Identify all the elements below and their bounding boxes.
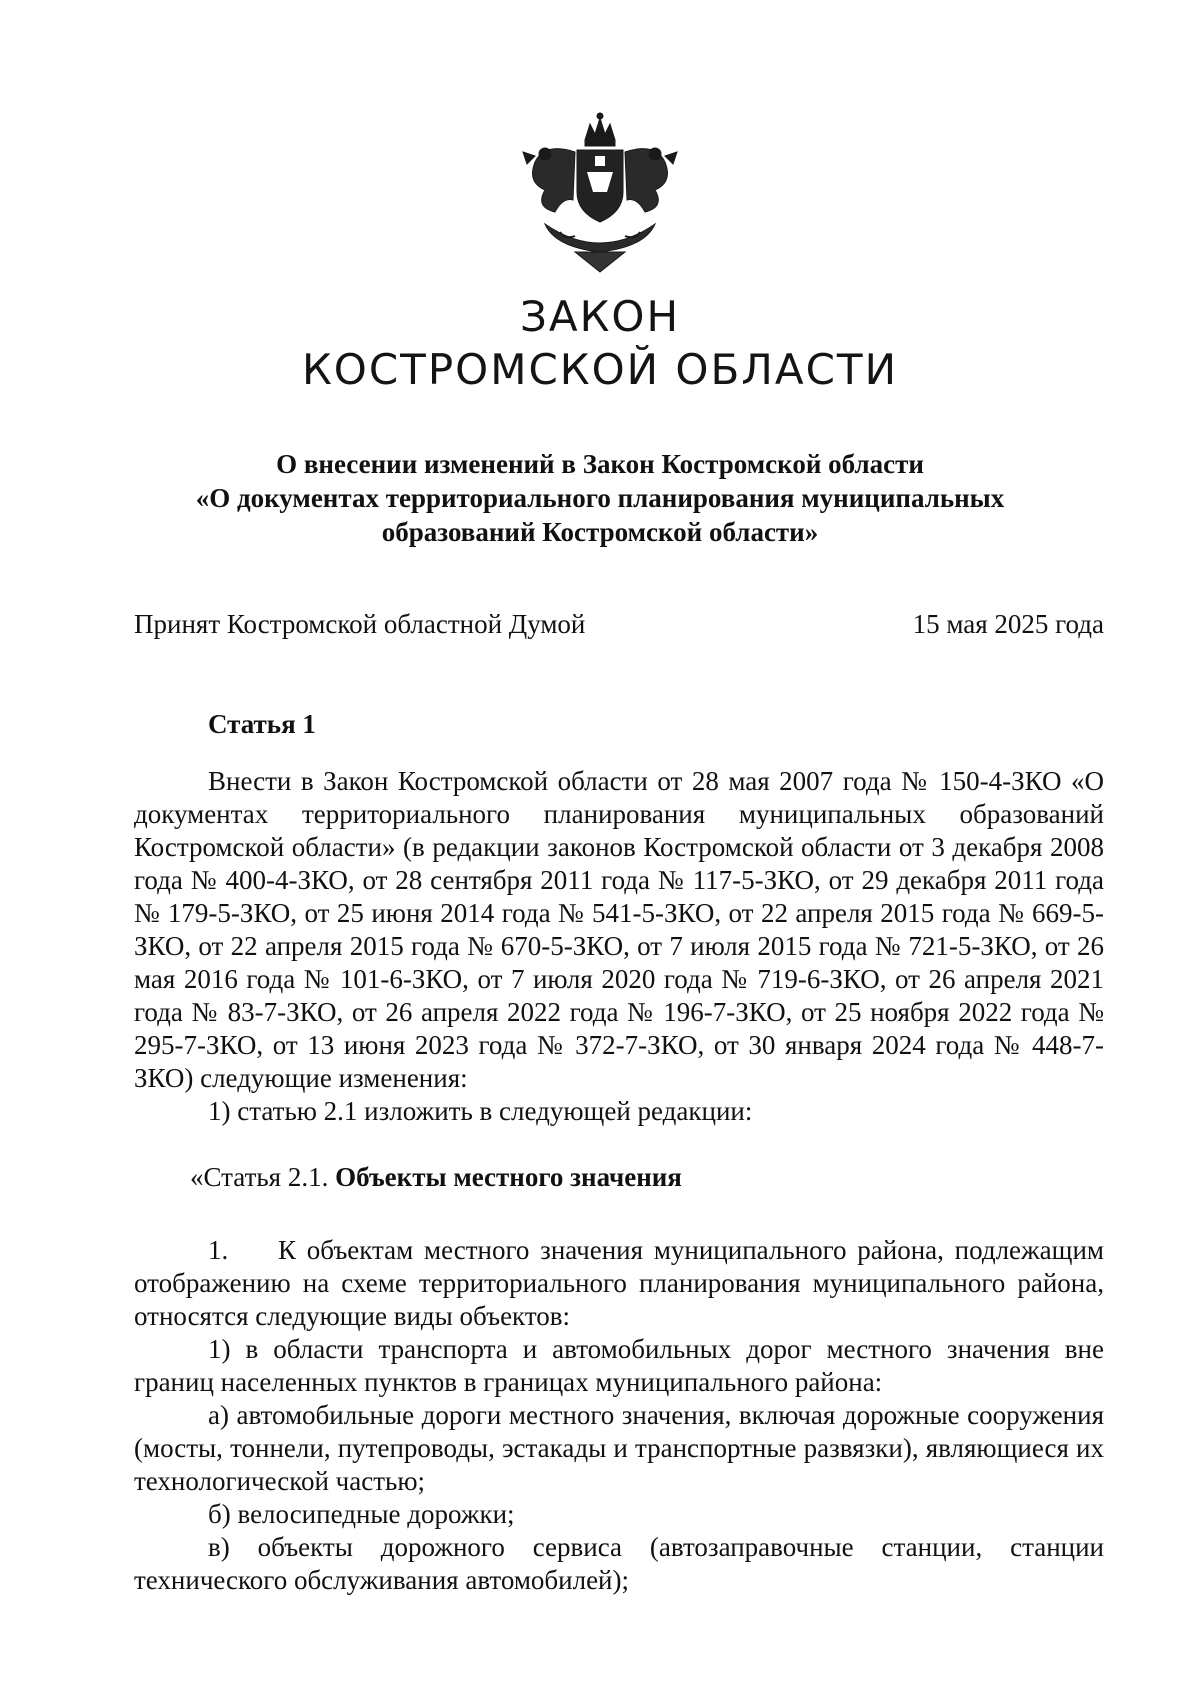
subitem-paragraph: а) автомобильные дороги местного значения, включая дорожные сооружения (мосты, тоннели, путепроводы, эстакады и транспортные развязки), являющиеся их технологической частью; [134,1400,1104,1496]
article-item: 1) статью 2.1 изложить в следующей редакции: [208,1096,753,1126]
subject-line: образований Костромской области» [381,517,819,547]
article-paragraph: Внести в Закон Костромской области от 28 мая 2007 года № 150-4-ЗКО «О документах территориального планирования муниципальных образований Костромской области» (в редакции законов Костромской области от 3 декабря 2008 года № 400-4-ЗКО, от 28 сентября 2011 года № 117-5-ЗКО, от 29 декабря 2011 года № 179-5-ЗКО, от 25 июня 2014 года № 541-5-ЗКО, от 22 апреля 2015 года № 669-5-ЗКО, от 22 апреля 2015 года № 670-5-ЗКО, от 7 июля 2015 года № 721-5-ЗКО, от 26 мая 2016 года № 101-6-ЗКО, от 7 июля 2020 года № 719-6-ЗКО, от 26 апреля 2021 года № 83-7-ЗКО, от 26 апреля 2022 года № 196-7-ЗКО, от 25 ноября 2022 года № 295-7-ЗКО, от 13 июня 2023 года № 372-7-ЗКО, от 30 января 2024 года № 448-7-ЗКО) следующие изменения: [134,766,1104,1093]
article-heading: Статья 1 [208,709,316,739]
new-article-prefix: «Статья 2.1. [190,1162,329,1192]
law-title: ЗАКОН [519,292,681,341]
law-subject [140,447,1060,549]
adopted-by: Принят Костромской областной Думой [134,609,586,639]
new-article-title: Объекты местного значения [335,1162,682,1192]
new-article-heading [190,1161,1160,1194]
point-number: 1. [208,1235,229,1265]
law-region: КОСТРОМСКОЙ ОБЛАСТИ [301,345,899,394]
subitem-paragraph: б) велосипедные дорожки; [208,1499,515,1529]
subitem-paragraph: 1) в области транспорта и автомобильных дорог местного значения вне границ населенных пунктов в границах муниципального района: [134,1334,1104,1397]
article-body [134,765,1104,1128]
point-paragraph [134,1234,1104,1333]
point-text: К объектам местного значения муниципального района, подлежащим отображению на схеме территориального планирования муниципального района, относятся следующие виды объектов: [134,1235,1104,1331]
subject-line: «О документах территориального планирования муниципальных [195,483,1005,513]
subitem-paragraph: в) объекты дорожного сервиса (автозаправочные станции, станции технического обслуживания автомобилей); [134,1532,1104,1595]
coat-of-arms-icon [505,112,695,277]
adopted-date: 15 мая 2025 года [912,609,1104,639]
new-article-body [134,1234,1104,1597]
subject-line: О внесении изменений в Закон Костромской области [276,449,924,479]
